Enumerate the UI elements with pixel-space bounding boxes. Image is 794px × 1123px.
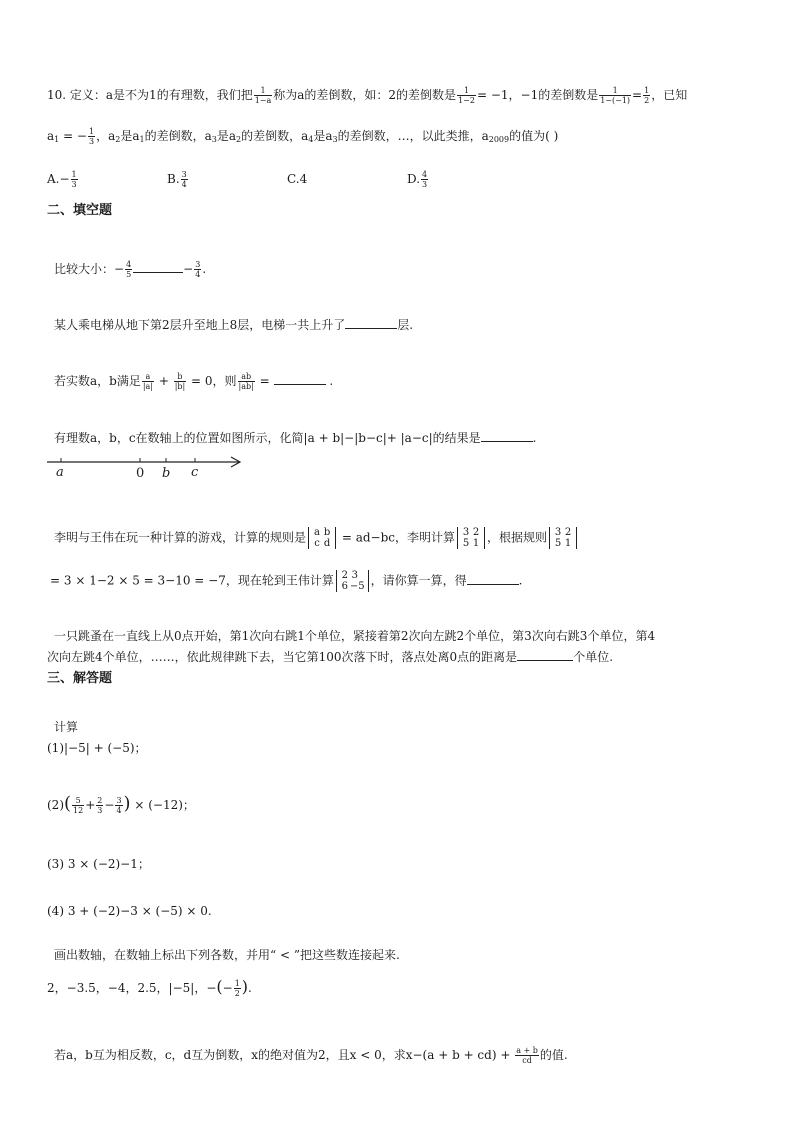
q10-l2f: 是a (216, 129, 236, 143)
cell: 3 (554, 527, 562, 538)
text: . (518, 573, 523, 588)
fill-q3 (54, 372, 333, 391)
q10-text-a: 10. 定义：a是不为1的有理数，我们把 (47, 88, 253, 102)
text: . (248, 981, 252, 995)
subscript: 3 (211, 135, 217, 144)
denominator: 3 (97, 806, 103, 815)
numerator: 3 (195, 260, 201, 269)
fraction (643, 86, 650, 105)
fraction (125, 260, 132, 279)
cell: a (314, 527, 320, 538)
fill-q2 (54, 316, 413, 334)
q10-l2b: = − (59, 129, 87, 143)
text: (2) (47, 798, 64, 812)
answer-blank[interactable] (133, 260, 183, 273)
label-b: b (162, 466, 171, 481)
solve-q1-part1: (1)|−5| + (−5)； (47, 741, 147, 755)
determinant (336, 570, 369, 592)
text: ，根据规则 (487, 530, 548, 545)
fraction (421, 170, 428, 189)
cell: c (314, 538, 320, 549)
solve-q1-part4: (4) 3 + (−2)−3 × (−5) × 0. (47, 904, 212, 918)
fill-q5-line2 (50, 570, 522, 592)
solve-q1-title: 计算 (54, 720, 79, 734)
text: 层. (397, 318, 414, 332)
number-line-figure (45, 452, 245, 482)
fraction (515, 1046, 539, 1065)
subscript: 1 (139, 135, 145, 144)
numerator: b (174, 372, 187, 382)
text: − (104, 798, 115, 812)
denominator: |ab| (238, 382, 254, 391)
denominator: 3 (71, 180, 77, 189)
cell: 3 (462, 527, 470, 538)
denominator: 12 (73, 806, 84, 815)
numerator: ab (238, 372, 255, 382)
numerator: 3 (116, 796, 122, 805)
denominator: 3 (89, 137, 95, 146)
option-c-label: C.4 (287, 172, 308, 186)
determinant (457, 527, 485, 549)
cell: −5 (349, 581, 365, 592)
numerator: 1 (457, 86, 476, 96)
fraction (142, 372, 154, 391)
cell: 2 (472, 527, 480, 538)
text: 若a，b互为相反数，c，d互为倒数，x的绝对值为2，且x < 0，求x−(a + b + cd) + (54, 1048, 515, 1062)
denominator: 1−(−1) (600, 96, 631, 105)
text: 李明与王伟在玩一种计算的游戏，计算的规则是 (54, 530, 307, 545)
cell: 2 (564, 527, 572, 538)
fraction (254, 86, 273, 105)
solve-q1-part2 (47, 795, 195, 815)
fill-q4 (54, 429, 536, 447)
subscript: 1 (54, 135, 60, 144)
text: . (325, 374, 334, 388)
solve-q2-line2 (47, 978, 252, 998)
cell: 6 (341, 581, 349, 592)
fraction (115, 796, 122, 815)
text: − (183, 262, 194, 276)
text: ，请你算一算，得 (370, 573, 467, 588)
text: = 0，则 (187, 374, 237, 388)
answer-blank[interactable] (345, 316, 397, 329)
option-d[interactable] (407, 170, 429, 189)
denominator: 4 (181, 180, 187, 189)
denominator: |a| (142, 382, 154, 391)
solve-q2-line1: 画出数轴，在数轴上标出下列各数，并用“ < ”把这些数连接起来. (54, 948, 400, 962)
fill-q1 (54, 260, 206, 279)
q10-l2d: 是a (120, 129, 140, 143)
subscript: 2 (115, 135, 121, 144)
option-b[interactable] (167, 170, 189, 189)
denominator: 4 (195, 270, 201, 279)
cell: 5 (554, 538, 562, 549)
cell: 5 (462, 538, 470, 549)
denominator: 1−2 (458, 96, 475, 105)
paren-open: ( (64, 793, 72, 814)
fraction (174, 372, 187, 391)
fraction (234, 979, 241, 998)
label-c: c (191, 465, 199, 480)
text: . (532, 431, 537, 445)
fraction (72, 796, 84, 815)
q10-text-d: = (632, 88, 643, 102)
fill-q6-line2 (47, 648, 613, 666)
fraction (194, 260, 201, 279)
subscript: 2009 (488, 135, 510, 144)
numerator: a (142, 372, 154, 382)
q10-l2g: 的差倒数，a (241, 129, 309, 143)
text: = 3 × 1−2 × 5 = 3−10 = −7，现在轮到王伟计算 (50, 573, 334, 588)
text: 2，−3.5，−4，2.5，|−5|，− (47, 981, 217, 995)
paren-close: ) (241, 977, 249, 996)
q10-line1 (47, 86, 687, 105)
determinant (549, 527, 577, 549)
subscript: 4 (308, 135, 314, 144)
answer-blank[interactable] (467, 572, 519, 585)
numerator: 1 (89, 127, 95, 136)
option-d-label: D. (407, 172, 421, 186)
option-a[interactable] (47, 170, 79, 189)
cell: d (323, 538, 331, 549)
text: 次向左跳4个单位，……，依此规律跳下去，当它第100次落下时，落点处离0点的距离是 (47, 650, 518, 664)
numerator: 1 (644, 86, 650, 95)
denominator: 5 (126, 270, 132, 279)
section-heading-fill-blank: 二、填空题 (47, 203, 113, 218)
q10-l2j: 的值为( ) (509, 129, 559, 143)
fill-q5-line1 (54, 527, 579, 549)
answer-blank[interactable] (274, 372, 326, 385)
text: 若实数a，b满足 (54, 374, 141, 388)
paren-close: ) (123, 793, 131, 814)
label-a: a (56, 465, 64, 480)
label-zero: 0 (136, 466, 145, 481)
text: . (202, 262, 207, 276)
cell: 1 (564, 538, 572, 549)
q10-l2a: a (47, 129, 55, 143)
solve-q3 (54, 1046, 568, 1065)
numerator: a + b (516, 1046, 538, 1055)
q10-line2 (47, 127, 558, 149)
text: 比较大小：− (54, 262, 125, 276)
text: 某人乘电梯从地下第2层升至地上8层，电梯一共上升了 (54, 318, 346, 332)
fraction (181, 170, 188, 189)
fill-q6-line1: 一只跳蚤在一直线上从0点开始，第1次向右跳1个单位，紧接着第2次向左跳2个单位，第3次向右跳3个单位，第4 (54, 629, 656, 643)
denominator: 2 (234, 989, 240, 998)
numerator: 2 (97, 796, 103, 805)
denominator: 1−a (254, 96, 272, 105)
answer-blank[interactable] (517, 648, 573, 661)
text: 有理数a，b，c在数轴上的位置如图所示，化简|a + b|−|b−c|+ |a−c|的结果是 (54, 431, 481, 445)
cell: 1 (472, 538, 480, 549)
fraction (88, 127, 95, 146)
numerator: 5 (72, 796, 84, 806)
text: 的值. (539, 1048, 568, 1062)
text: + (85, 798, 96, 812)
denominator: cd (522, 1056, 532, 1065)
text: = ad−bc，李明计算 (338, 530, 455, 545)
numerator: 1 (254, 86, 273, 96)
q10-l2e: 的差倒数，a (144, 129, 212, 143)
numerator: 1 (599, 86, 631, 96)
option-c[interactable] (287, 170, 307, 188)
q10-l2i: 的差倒数，…，以此类推，a (337, 129, 489, 143)
fraction (599, 86, 631, 105)
q10-l2h: 是a (313, 129, 333, 143)
cell: 3 (351, 570, 359, 581)
cell: 2 (341, 570, 349, 581)
numerator: 3 (181, 170, 187, 179)
numerator: 4 (422, 170, 428, 179)
q10-l2c: ，a (96, 129, 116, 143)
q10-text-e: ，已知 (651, 88, 688, 102)
subscript: 2 (236, 135, 242, 144)
q10-text-c: = −1，−1的差倒数是 (476, 88, 599, 102)
text: 个单位. (573, 650, 614, 664)
fraction (96, 796, 103, 815)
denominator: 3 (422, 180, 428, 189)
cell: b (323, 527, 331, 538)
solve-q1-part3: (3) 3 × (−2)−1； (47, 857, 150, 871)
section-heading-solve: 三、解答题 (47, 671, 113, 686)
answer-blank[interactable] (481, 429, 533, 442)
subscript: 3 (332, 135, 338, 144)
option-a-label: A.− (47, 172, 70, 186)
text: × (−12)； (130, 798, 195, 812)
numerator: 1 (234, 979, 240, 988)
text: − (222, 981, 233, 995)
q10-text-b: 称为a的差倒数，如：2的差倒数是 (273, 88, 457, 102)
numerator: 4 (126, 260, 132, 269)
fraction (238, 372, 255, 391)
denominator: 4 (116, 806, 122, 815)
denominator: 2 (644, 96, 650, 105)
fraction (457, 86, 476, 105)
option-b-label: B. (167, 172, 180, 186)
denominator: |b| (174, 382, 186, 391)
determinant (308, 527, 336, 549)
numerator: 1 (71, 170, 77, 179)
text: = (255, 374, 274, 388)
fraction (71, 170, 78, 189)
paren-open: ( (216, 977, 223, 996)
text: + (155, 374, 173, 388)
